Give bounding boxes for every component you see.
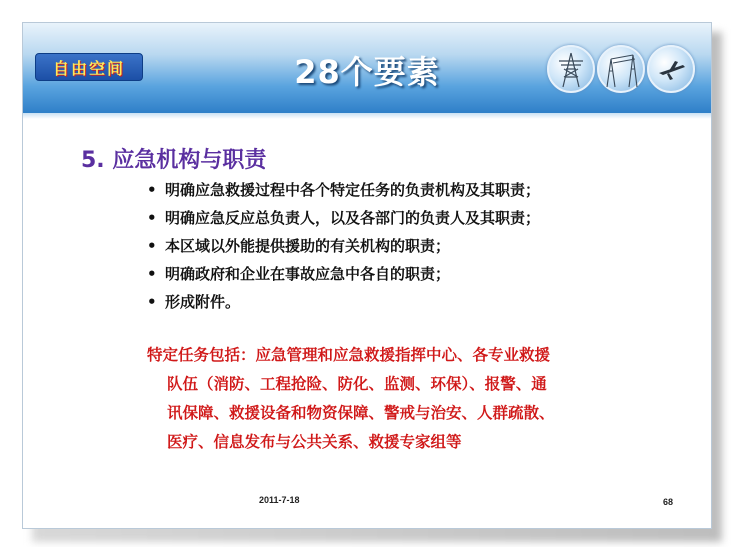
bullet-icon: • (147, 293, 157, 311)
bullet-text: 形成附件。 (165, 293, 241, 311)
list-item (147, 288, 540, 316)
section-heading: 5. 应急机构与职责 (81, 148, 267, 173)
bullet-icon: • (147, 265, 157, 283)
power-line-image (597, 45, 645, 93)
list-item (147, 232, 540, 260)
list-item (147, 204, 540, 232)
bullet-text: 明确应急反应总负责人，以及各部门的负责人及其职责； (165, 209, 541, 227)
tasks-line: 特定任务包括：应急管理和应急救援指挥中心、各专业救援 (147, 346, 551, 364)
tasks-paragraph (147, 341, 667, 457)
bullet-icon: • (147, 181, 157, 199)
bullet-list (147, 176, 540, 316)
slide-title: 28个要素 (294, 53, 440, 91)
tasks-line: 讯保障、救援设备和物资保障、警戒与治安、人群疏散、 (167, 404, 555, 422)
slide (22, 22, 712, 529)
page-number: 68 (663, 497, 674, 507)
tasks-line: 队伍（消防、工程抢险、防化、监测、环保）、报警、通 (167, 375, 547, 393)
bullet-text: 明确政府和企业在事故应急中各自的职责； (165, 265, 451, 283)
bullet-icon: • (147, 209, 157, 227)
bullet-text: 明确应急救援过程中各个特定任务的负责机构及其职责； (165, 181, 541, 199)
tasks-line: 医疗、信息发布与公共关系、救援专家组等 (167, 433, 462, 451)
footer-date: 2011-7-18 (259, 495, 300, 505)
bullet-text: 本区域以外能提供援助的有关机构的职责； (165, 237, 451, 255)
power-tower-image (547, 45, 595, 93)
bullet-icon: • (147, 237, 157, 255)
airplane-image (647, 45, 695, 93)
header-divider (23, 113, 711, 119)
list-item (147, 176, 540, 204)
logo-text: 自由空间 (52, 58, 125, 78)
list-item (147, 260, 540, 288)
